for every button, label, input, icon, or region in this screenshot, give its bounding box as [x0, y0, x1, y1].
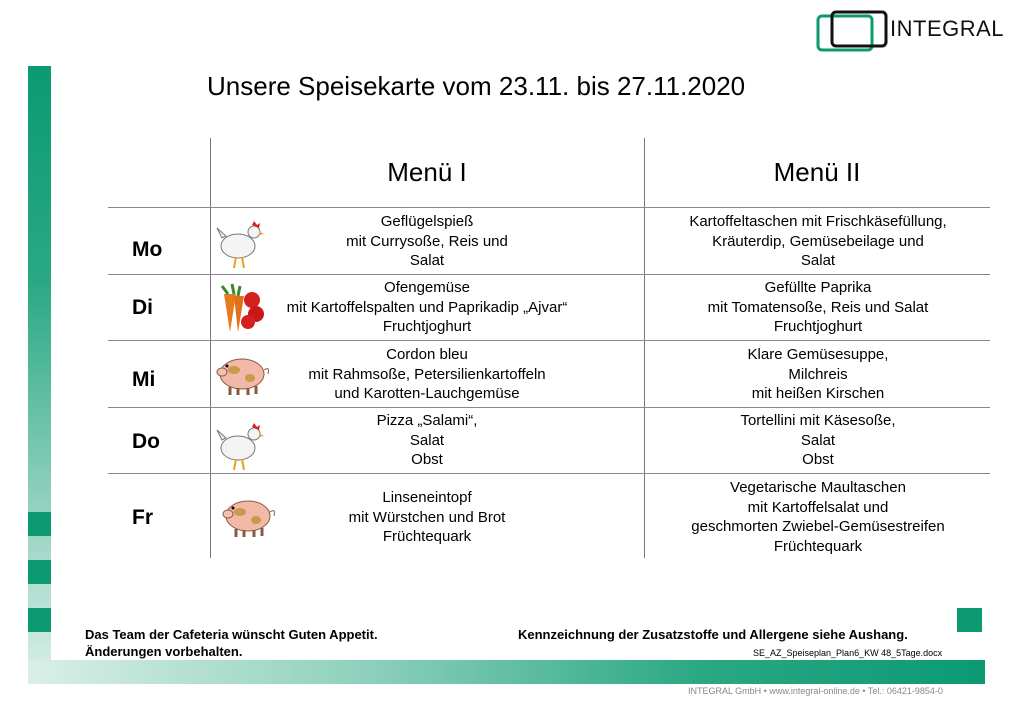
- menu1-header: Menü I: [387, 157, 467, 187]
- menu-line: mit Kartoffelspalten und Paprikadip „Ajvar“: [286, 298, 568, 316]
- page-title: Unsere Speisekarte vom 23.11. bis 27.11.2020: [207, 71, 746, 101]
- accent-square: [28, 560, 51, 584]
- menu2-cell: [646, 278, 990, 337]
- menu-line: mit heißen Kirschen: [751, 385, 885, 402]
- menu1-cell: [212, 488, 642, 547]
- menu-line: Obst: [411, 451, 443, 468]
- menu1-cell: [212, 212, 642, 271]
- menu-line: Vegetarische Maultaschen: [730, 479, 906, 496]
- logo-text: INTEGRAL: [890, 16, 1005, 41]
- menu2-cell: [646, 212, 990, 271]
- menu2-header: Menü II: [773, 157, 861, 187]
- menu-line: Gefüllte Paprika: [764, 279, 872, 296]
- menu-line: Linseneintopf: [382, 489, 472, 506]
- menu-line: Fruchtjoghurt: [382, 318, 472, 335]
- menu-line: Früchtequark: [382, 528, 472, 545]
- menu1-cell: [212, 278, 642, 337]
- menu1-cell: [212, 345, 642, 404]
- menu-line: Pizza „Salami“,: [376, 412, 478, 429]
- menu-line: Cordon bleu: [386, 346, 468, 363]
- day-label: Do: [132, 430, 160, 453]
- menu-line: Salat: [800, 431, 836, 449]
- left-accent-bar: [28, 66, 51, 684]
- footer-notice: Änderungen vorbehalten.: [85, 644, 243, 659]
- accent-square: [28, 512, 51, 536]
- menu1-cell: [212, 411, 642, 470]
- menu-line: mit Kartoffelsalat und: [747, 498, 889, 516]
- footer-filename: SE_AZ_Speiseplan_Plan6_KW 48_5Tage.docx: [753, 648, 943, 658]
- menu-line: Fruchtjoghurt: [773, 318, 863, 335]
- menu-line: Kräuterdip, Gemüsebeilage und: [712, 232, 924, 250]
- menu-line: mit Würstchen und Brot: [348, 508, 506, 526]
- table-divider: [108, 473, 990, 474]
- menu-line: Milchreis: [788, 365, 848, 383]
- table-divider: [210, 138, 211, 558]
- menu-line: Salat: [409, 431, 445, 449]
- accent-square: [957, 608, 982, 632]
- menu2-cell: [646, 411, 990, 470]
- menu2-cell: [646, 345, 990, 404]
- table-divider: [108, 407, 990, 408]
- menu2-cell: [646, 478, 990, 556]
- accent-square: [28, 608, 51, 632]
- menu-line: Früchtequark: [773, 537, 863, 555]
- bottom-accent-bar: [28, 660, 985, 684]
- menu-line: geschmorten Zwiebel-Gemüsestreifen: [691, 518, 945, 535]
- menu-line: Obst: [802, 451, 834, 468]
- menu-line: Klare Gemüsesuppe,: [747, 346, 889, 363]
- menu-line: Ofengemüse: [384, 279, 470, 296]
- day-label: Mi: [132, 368, 156, 391]
- company-info: INTEGRAL GmbH • www.integral-online.de • Tel.: 06421-9854-0: [688, 686, 943, 696]
- table-divider: [644, 138, 645, 558]
- menu-line: Geflügelspieß: [380, 213, 474, 230]
- day-label: Di: [132, 296, 153, 319]
- footer-greeting: Das Team der Cafeteria wünscht Guten Appetit.: [85, 627, 378, 642]
- menu-line: mit Tomatensoße, Reis und Salat: [707, 298, 929, 316]
- menu-line: mit Rahmsoße, Petersilienkartoffeln: [308, 365, 546, 383]
- menu-line: Salat: [800, 252, 836, 269]
- table-divider: [108, 340, 990, 341]
- menu-line: Kartoffeltaschen mit Frischkäsefüllung,: [689, 213, 947, 230]
- day-label: Mo: [132, 238, 163, 261]
- footer-allergens: Kennzeichnung der Zusatzstoffe und Allergene siehe Aushang.: [518, 627, 908, 642]
- menu-line: Salat: [409, 252, 445, 269]
- menu-line: Tortellini mit Käsesoße,: [740, 412, 896, 429]
- day-label: Fr: [132, 506, 153, 529]
- table-divider: [108, 274, 990, 275]
- menu-line: mit Currysoße, Reis und: [346, 232, 508, 250]
- menu-line: und Karotten-Lauchgemüse: [334, 385, 520, 402]
- table-divider: [108, 207, 990, 208]
